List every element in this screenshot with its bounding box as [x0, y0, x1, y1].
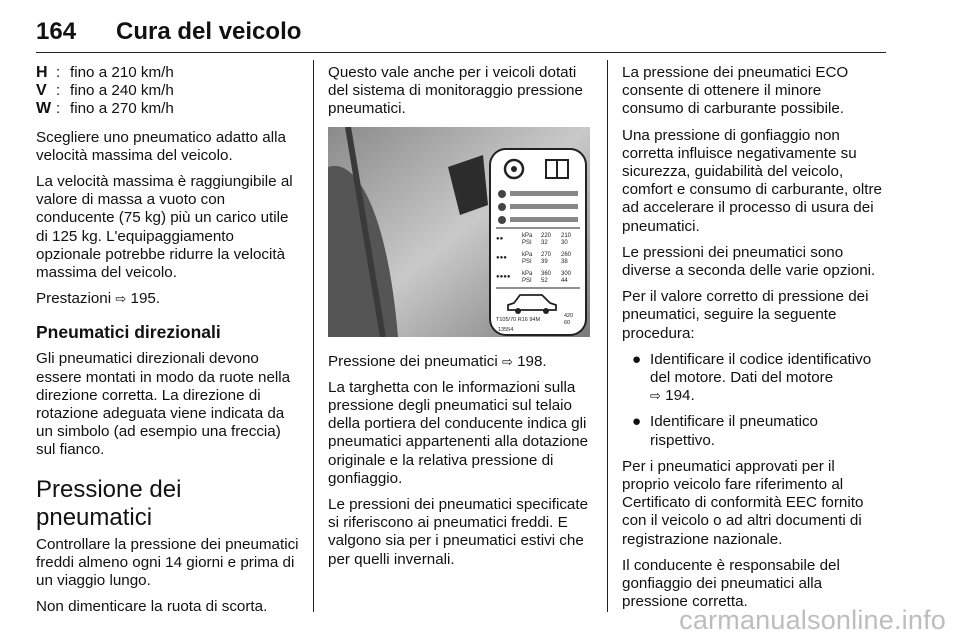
speed-code-list	[36, 64, 300, 119]
page-ref-arrow-icon: ⇨	[501, 353, 513, 369]
speed-code-separator: :	[56, 64, 61, 81]
speed-code: V	[36, 82, 47, 100]
sub-heading: Pneumatici direzionali	[36, 322, 221, 343]
paragraph: Per i pneumatici approvati per il proprio veicolo fare riferimento al Certificato di conformità EEC fornito con il veicolo o ad altri documenti di registrazione nazionale.	[622, 457, 864, 548]
page-number: 164	[36, 18, 77, 45]
paragraph: Una pressione di gonfiaggio non corretta influisce negativamente su sicurezza, guidabilità del veicolo, comfort e consumo di carburante, oltre ad accelerare il processo di usura dei pneumatici.	[622, 126, 882, 235]
speed-code-value: fino a 210 km/h	[70, 64, 174, 81]
unit-psi: PSI	[522, 258, 532, 265]
column-divider	[607, 60, 608, 612]
paragraph: La pressione dei pneumatici ECO consente di ottenere il minore consumo di carburante possibile.	[622, 64, 849, 118]
column-1	[36, 64, 300, 624]
pressure-kpa: 220	[541, 232, 552, 239]
speed-code-value: fino a 240 km/h	[70, 82, 174, 100]
section-heading: Pressione dei pneumatici	[36, 475, 182, 531]
load-icon: ●●●	[496, 254, 507, 261]
speed-code-row	[36, 64, 300, 82]
list-item	[622, 413, 886, 449]
speed-code: W	[36, 100, 52, 118]
pressure-kpa: 260	[561, 251, 572, 258]
paragraph: Il conducente è responsabile del gonfiaggio dei pneumatici alla pressione corretta.	[622, 556, 840, 611]
pressure-kpa: 360	[541, 270, 552, 277]
paragraph: Questo vale anche per i veicoli dotati del sistema di monitoraggio pressione pneumatici.	[328, 64, 583, 118]
load-icon: ●●●●	[496, 273, 511, 280]
column-3	[622, 64, 886, 619]
pressure-psi: 38	[561, 258, 568, 265]
spare-tire-size: T105/70 R16 94M	[496, 316, 541, 323]
paragraph: Controllare la pressione dei pneumatici freddi almeno ogni 14 giorni e prima di un viaggio lungo.	[36, 535, 299, 590]
pressure-psi: 39	[541, 258, 548, 265]
speed-code-separator: :	[56, 100, 61, 118]
pressure-psi: 52	[541, 277, 548, 284]
unit-psi: PSI	[522, 239, 532, 246]
column-2	[328, 64, 592, 577]
list-item	[622, 351, 886, 406]
pressure-psi: 44	[561, 277, 568, 284]
speed-code: H	[36, 64, 48, 81]
spare-psi: 60	[564, 319, 571, 326]
caption-ref: 198.	[517, 352, 547, 370]
bullet-icon: ●	[632, 413, 642, 431]
pressure-psi: 30	[561, 239, 568, 246]
watermark: carmanualsonline.info	[679, 605, 946, 635]
list-item-text: Identificare il pneumatico rispettivo.	[650, 413, 818, 449]
page-ref-arrow-icon: ⇨	[115, 291, 127, 307]
tire-size-rows	[498, 190, 578, 224]
paragraph: Scegliere uno pneumatico adatto alla velocità massima del veicolo.	[36, 128, 286, 164]
paragraph: Gli pneumatici direzionali devono essere montati in modo da ruote nella direzione corretta. La direzione di rotazione adeguata viene indicata da un simbolo (ad esempio una freccia) sul fianco.	[36, 350, 291, 459]
label-code: 13554	[498, 326, 514, 333]
load-icon: ●●	[496, 235, 504, 242]
paragraph: Le pressioni dei pneumatici sono diverse a seconda delle varie opzioni.	[622, 243, 876, 280]
paragraph: Per il valore corretto di pressione dei pneumatici, seguire la seguente procedura:	[622, 288, 869, 342]
tire-pressure-label-figure	[328, 127, 590, 337]
caption-text: Pressione dei pneumatici	[328, 352, 498, 370]
unit-kpa: kPa	[522, 270, 533, 277]
cross-reference	[36, 290, 300, 308]
paragraph: Le pressioni dei pneumatici specificate si riferiscono ai pneumatici freddi. E valgono sia per i pneumatici estivi che per quelli invernali.	[328, 496, 589, 568]
pressure-kpa: 300	[561, 270, 572, 277]
page-header	[36, 16, 886, 53]
speed-code-row	[36, 82, 300, 100]
unit-kpa: kPa	[522, 232, 533, 239]
pressure-kpa: 210	[561, 232, 572, 239]
paragraph: Non dimenticare la ruota di scorta.	[36, 598, 268, 616]
page-ref-arrow-icon: ⇨	[650, 388, 661, 404]
reference-page: 195.	[130, 290, 161, 308]
paragraph: La velocità massima è raggiungibile al valore di massa a vuoto con conducente (75 kg) più un carico utile di 125 kg. L'equipaggiamento opzionale potrebbe ridurre la velocità massima del veicolo.	[36, 173, 293, 282]
list-item-text: Identificare il codice identificativo del motore. Dati del motore	[650, 350, 872, 387]
pressure-kpa: 270	[541, 251, 552, 258]
paragraph: La targhetta con le informazioni sulla pressione degli pneumatici sul telaio della portiera del conducente indica gli pneumatici appartenenti alla dotazione originale e la relativa pressione di gonfiaggio.	[328, 378, 589, 487]
figure-caption	[328, 353, 592, 371]
speed-code-row	[36, 100, 300, 118]
tire-label-plate	[490, 149, 586, 335]
reference-text: Prestazioni	[36, 290, 112, 308]
unit-kpa: kPa	[522, 251, 533, 258]
procedure-list	[622, 351, 886, 450]
unit-psi: PSI	[522, 277, 532, 284]
bullet-icon: ●	[632, 350, 642, 368]
speed-code-value: fino a 270 km/h	[70, 100, 174, 118]
list-item-ref: 194.	[665, 387, 695, 405]
page-title: Cura del veicolo	[116, 18, 302, 45]
spare-kpa: 420	[564, 312, 574, 319]
pressure-psi: 32	[541, 239, 548, 246]
column-divider	[313, 60, 314, 612]
speed-code-separator: :	[56, 82, 61, 100]
